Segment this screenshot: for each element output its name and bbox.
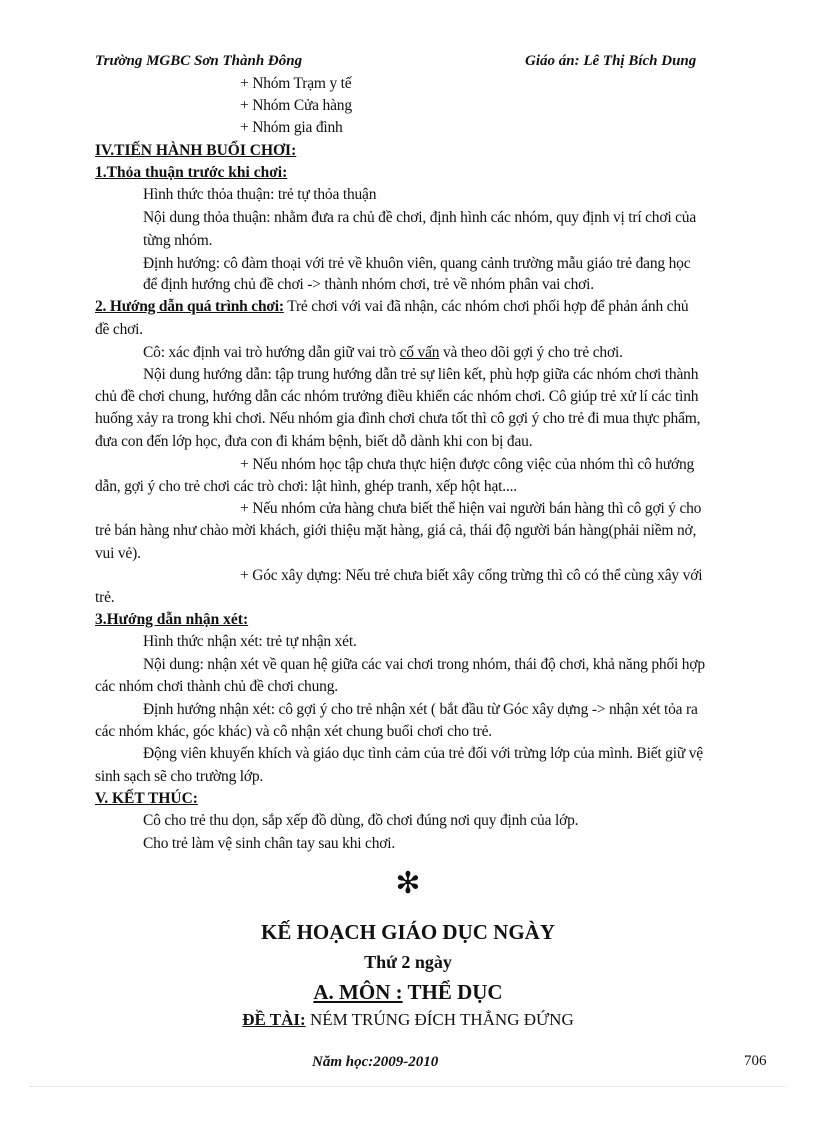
paragraph-line: Động viên khuyến khích và giáo dục tình cảm của trẻ đối với trừng lớp của mình. Biết giữ vệ xyxy=(143,745,703,762)
header-author: Giáo án: Lê Thị Bích Dung xyxy=(525,53,697,69)
paragraph-line: đề chơi. xyxy=(95,321,143,338)
plan-title: KẾ HOẠCH GIÁO DỤC NGÀY xyxy=(260,920,555,944)
subsection-1-title: 1.Thỏa thuận trước khi chơi: xyxy=(95,164,288,181)
paragraph-line: + Nếu nhóm học tập chưa thực hiện được công việc của nhóm thì cô hướng xyxy=(240,456,695,473)
topic-prefix: ĐỀ TÀI: xyxy=(242,1010,306,1029)
paragraph-line: các nhóm khác, góc khác) và cô nhận xét chung buổi chơi cho trẻ. xyxy=(95,723,492,740)
paragraph-line xyxy=(143,344,623,362)
paragraph-line: từng nhóm. xyxy=(143,232,213,249)
subject-prefix: A. MÔN : xyxy=(313,980,403,1004)
paragraph-line: Nội dung thỏa thuận: nhằm đưa ra chủ đề chơi, định hình các nhóm, quy định vị trí chơi của xyxy=(143,209,697,226)
section-iv-title: IV.TIẾN HÀNH BUỔI CHƠI: xyxy=(95,142,297,159)
subsection-3-title: 3.Hướng dẫn nhận xét: xyxy=(95,611,249,628)
group-item: + Nhóm Cửa hàng xyxy=(240,97,352,114)
text-span: và theo dõi gợi ý cho trẻ chơi. xyxy=(439,344,623,361)
subsection-2-line xyxy=(95,298,688,316)
paragraph-line: + Góc xây dựng: Nếu trẻ chưa biết xây cổng trừng thì cô có thể cùng xây với xyxy=(240,567,703,584)
page-number: 706 xyxy=(744,1053,767,1069)
paragraph-line: trẻ bán hàng như chào mời khách, giới thiệu mặt hàng, giá cả, thái độ người bán hàng(phải niềm nở, xyxy=(95,522,697,539)
subject-name: THỂ DỤC xyxy=(402,980,503,1004)
bottom-divider xyxy=(30,1086,786,1087)
paragraph-line: sinh sạch sẽ cho trường lớp. xyxy=(95,768,264,785)
section-v-title: V. KẾT THÚC: xyxy=(95,790,198,807)
underlined-term: cố vấn xyxy=(399,344,440,361)
group-item: + Nhóm gia đình xyxy=(240,119,343,136)
topic-line xyxy=(0,1010,816,1030)
paragraph-line: huống xảy ra trong khi chơi. Nếu nhóm gia đình chơi chưa tốt thì cô gợi ý cho trẻ đi mua thực phẩm, xyxy=(95,410,701,427)
subsection-2-text: Trẻ chơi với vai đã nhận, các nhóm chơi phối hợp để phản ánh chủ xyxy=(283,298,689,315)
subject-line xyxy=(0,980,816,1005)
paragraph-line: Cô cho trẻ thu dọn, sắp xếp đồ dùng, đồ chơi đúng nơi quy định của lớp. xyxy=(143,812,579,829)
header-school: Trường MGBC Sơn Thành Đông xyxy=(95,53,303,69)
plan-day: Thứ 2 ngày xyxy=(364,952,452,972)
paragraph-line: chủ đề chơi chung, hướng dẫn các nhóm trưởng điều khiển các nhóm chơi. Cô giúp trẻ xử lí các tình xyxy=(95,388,699,405)
paragraph-line: Hình thức nhận xét: trẻ tự nhận xét. xyxy=(143,633,357,650)
paragraph-line: đưa con đến lớp học, đưa con đi khám bệnh, biết dỗ dành khi con bị đau. xyxy=(95,433,533,450)
paragraph-line: để định hướng chủ đề chơi -> thành nhóm chơi, trẻ về nhóm phân vai chơi. xyxy=(143,276,594,293)
paragraph-line: + Nếu nhóm cửa hàng chưa biết thể hiện vai người bán hàng thì cô gợi ý cho xyxy=(240,500,702,517)
group-item: + Nhóm Trạm y tế xyxy=(240,75,352,92)
asterisk-separator-icon: ✻ xyxy=(395,867,421,900)
paragraph-line: Cho trẻ làm vệ sinh chân tay sau khi chơi. xyxy=(143,835,396,852)
paragraph-line: dẫn, gợi ý cho trẻ chơi các trò chơi: lật hình, ghép tranh, xếp hột hạt.... xyxy=(95,478,517,495)
paragraph-line: Định hướng: cô đàm thoại với trẻ về khuôn viên, quang cảnh trường mẫu giáo trẻ đang học xyxy=(143,255,691,272)
paragraph-line: vui vẻ). xyxy=(95,545,141,562)
text-span: Cô: xác định vai trò hướng dẫn giữ vai trò xyxy=(143,344,400,361)
paragraph-line: Định hướng nhận xét: cô gợi ý cho trẻ nhận xét ( bắt đầu từ Góc xây dựng -> nhận xét tỏa ra xyxy=(143,701,698,718)
paragraph-line: Nội dung hướng dẫn: tập trung hướng dẫn trẻ sự liên kết, phù hợp giữa các nhóm chơi thành xyxy=(143,366,699,383)
paragraph-line: Hình thức thỏa thuận: trẻ tự thỏa thuận xyxy=(143,186,377,203)
paragraph-line: trẻ. xyxy=(95,589,115,606)
topic-name: NÉM TRÚNG ĐÍCH THẲNG ĐỨNG xyxy=(305,1010,574,1029)
paragraph-line: các nhóm chơi thành chủ đề chơi chung. xyxy=(95,678,338,695)
subsection-2-title: 2. Hướng dẫn quá trình chơi: xyxy=(95,298,284,315)
paragraph-line: Nội dung: nhận xét về quan hệ giữa các vai chơi trong nhóm, thái độ chơi, khả năng phối hợp xyxy=(143,656,705,673)
footer-school-year: Năm học:2009-2010 xyxy=(312,1054,439,1070)
